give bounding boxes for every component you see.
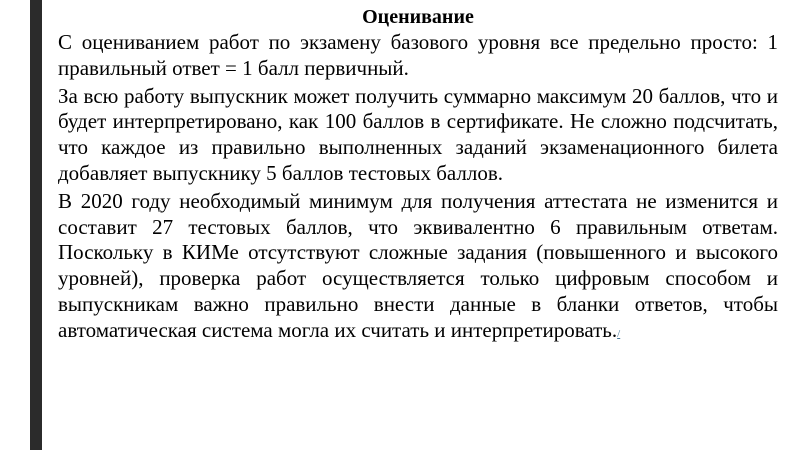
paragraph-minimum-2020 — [58, 189, 778, 348]
paragraph-max-score: За всю работу выпускник может получить суммарно максимум 20 баллов, что и будет интерпретировано, как 100 баллов в сертификате. Не сложно подсчитать, что каждое из правильно выполненных заданий экзаменационного билета добавляет выпускнику 5 баллов тестовых баллов. — [58, 83, 778, 185]
left-accent-bar — [30, 0, 42, 450]
slide-title: Оценивание — [362, 6, 474, 28]
paragraph-minimum-2020-text: В 2020 году необходимый минимум для получения аттестата не изменится и составит 27 тестовых баллов, что эквивалентно 6 правильным ответам. Поскольку в КИМе отсутствуют сложные задания (повышенного и высокого уровней), проверка работ осуществляется только цифровым способом и выпускникам важно правильно внести данные в бланки ответов, чтобы автоматическая система могла их считать и интерпретировать. — [58, 188, 778, 342]
slide-content — [58, 4, 778, 350]
paragraph-scoring-basics: С оцениванием работ по экзамену базового уровня все предельно просто: 1 правильный ответ = 1 балл первичный. — [58, 30, 778, 80]
trailing-link[interactable]: / — [617, 327, 621, 340]
